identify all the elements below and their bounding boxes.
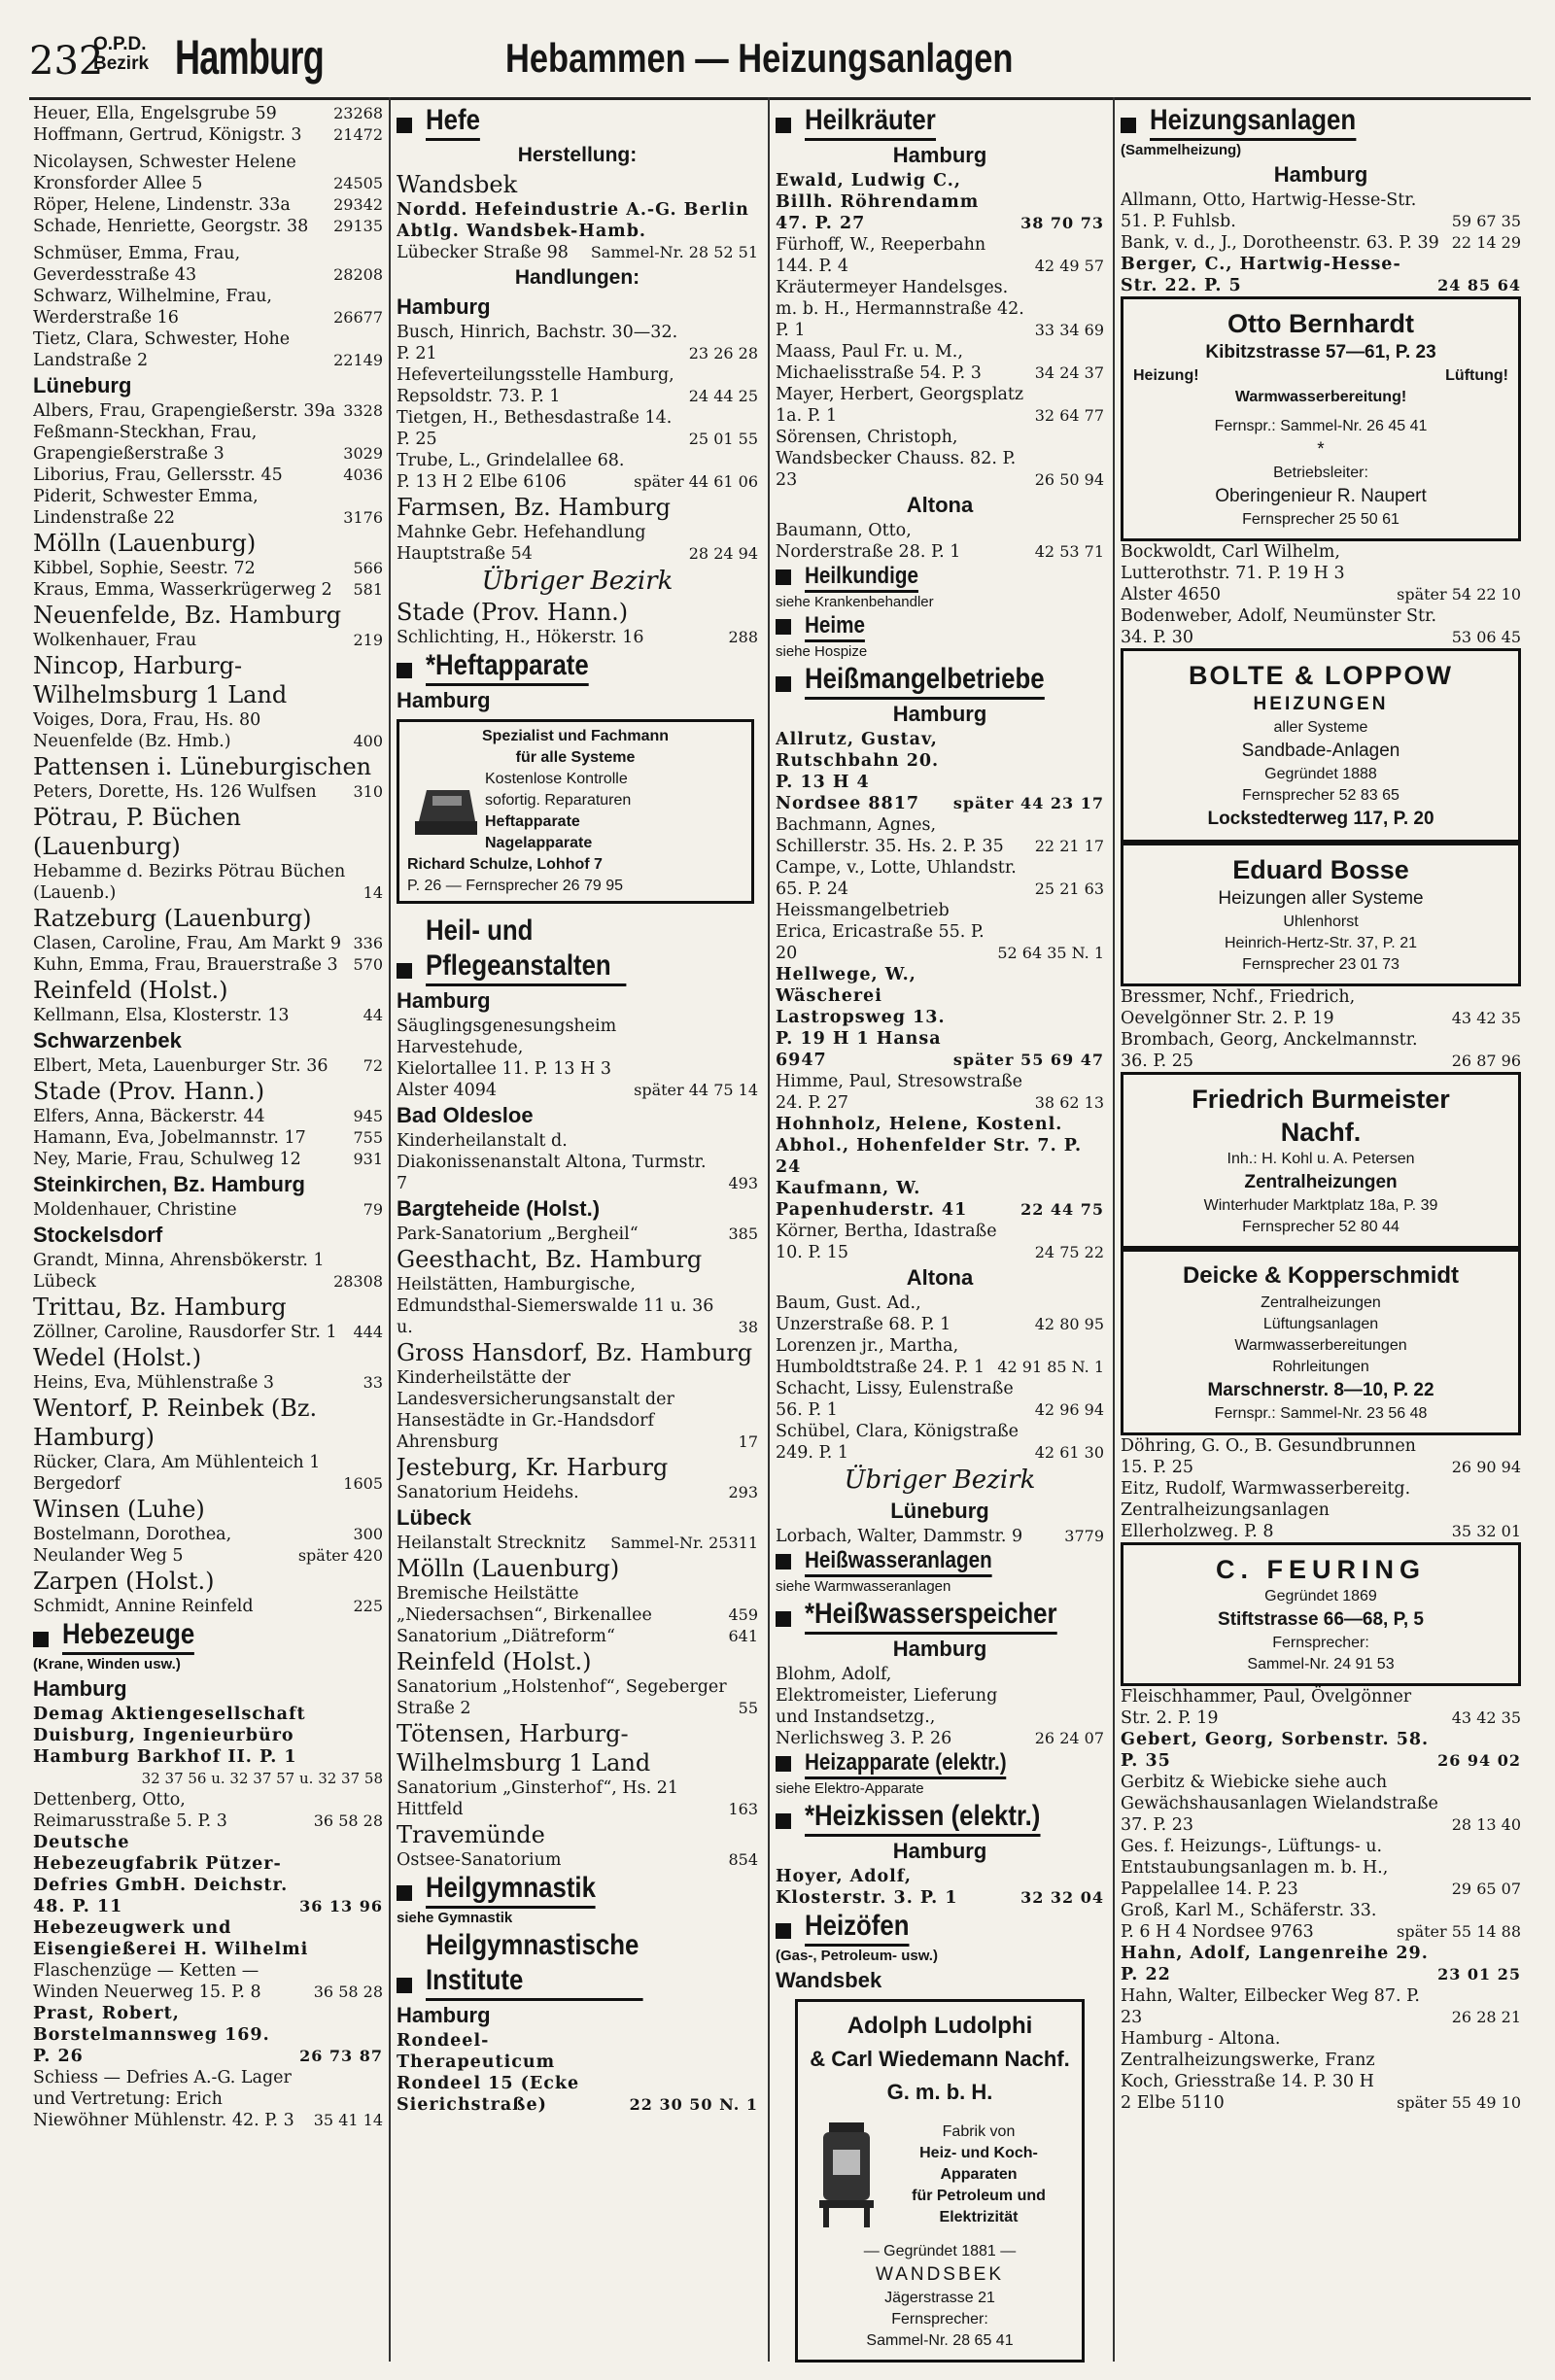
listing-entry: Tietz, Clara, Schwester, Hohe Landstraße 2 22149 [33, 329, 383, 370]
listing-entry: Lorenzen jr., Martha, Humboldtstraße 24. P. 1 42 91 85 N. 1 [776, 1336, 1104, 1377]
place-heading: Winsen (Luhe) [33, 1496, 205, 1523]
listing-entry: Brombach, Georg, Anckelmannstr. 36. P. 25 26 87 96 [1121, 1030, 1521, 1071]
listing-entry: Bodenweber, Adolf, Neumünster Str. 34. P. 30 53 06 45 [1121, 606, 1521, 647]
listing-entry: Maass, Paul Fr. u. M., Michaelisstraße 54. P. 3 34 24 37 [776, 342, 1104, 383]
section-heading: *Heftapparate [397, 648, 758, 686]
listing-entry: Sörensen, Christoph, Wandsbecker Chauss. 82. P. 23 26 50 94 [776, 428, 1104, 490]
listing-entry: Rücker, Clara, Am Mühlenteich 1 Bergedorf 1605 [33, 1453, 383, 1494]
place-heading: Altona [906, 1265, 974, 1290]
column-3 [776, 103, 1104, 2367]
section-heading: Heime [776, 612, 1104, 642]
place-heading: Wedel (Holst.) [33, 1344, 202, 1371]
advertisement-bolte-loppow: BOLTE & LOPPOW HEIZUNGEN aller Systeme Sandbade-Anlagen Gegründet 1888 Fernsprecher 52 83 65 Lockstedterweg 117, P. 20 [1121, 648, 1521, 843]
listing-entry: Moldenhauer, Christine 79 [33, 1200, 383, 1220]
listing-entry: Sanatorium Heidehs. 293 [397, 1483, 758, 1502]
advertisement-schulze: Spezialist und Fachmann für alle Systeme Kostenlose Kontrolle sofortig. Reparaturen Heftapparate Nagelapparate Richard Schulze, Lohhof 7 P. 26 — Fernsprecher 26 79 95 [397, 719, 754, 904]
page-number: 232 [29, 39, 104, 84]
section-bullet-icon [776, 118, 791, 133]
place-heading: Hamburg [397, 688, 491, 712]
listing-entry: Busch, Hinrich, Bachstr. 30—32. P. 21 23 26 28 [397, 323, 758, 363]
section-bullet-icon [776, 619, 791, 635]
place-heading: Neuenfelde, Bz. Hamburg [33, 602, 342, 629]
listing-entry: Hebezeugwerk und Eisengießerei H. Wilhelmi [33, 1918, 309, 1959]
listing-entry: Hellwege, W., Wäscherei Lastropsweg 13. P. 19 H 1 Hansa 6947 später 55 69 47 [776, 965, 1104, 1070]
listing-entry: Kräutermeyer Handelsges. m. b. H., Hermannstraße 42. P. 1 33 34 69 [776, 278, 1104, 340]
section-heading: Heißwasseranlagen [776, 1547, 1104, 1577]
column-divider [1113, 97, 1115, 2362]
place-heading: Hamburg [1273, 162, 1368, 187]
place-heading: Hamburg [892, 1839, 987, 1863]
listing-entry: Heilstätten, Hamburgische, Edmundsthal-Siemerswalde 11 u. 36 u. 38 [397, 1275, 758, 1337]
section-heading: Heißmangelbetriebe [776, 662, 1104, 700]
place-heading: Hamburg [33, 1676, 127, 1701]
listing-entry: Ges. f. Heizungs-, Lüftungs- u. Entstaubungsanlagen m. b. H., Pappelallee 14. P. 23 29 65 07 [1121, 1837, 1521, 1899]
place-heading: Lüneburg [890, 1499, 989, 1523]
listing-entry: Gerbitz & Wiebicke siehe auch Gewächshausanlagen Wielandstraße 37. P. 23 28 13 40 [1121, 1773, 1521, 1835]
place-heading: Hamburg [892, 702, 987, 726]
section-heading: *Heizkissen (elektr.) [776, 1799, 1104, 1837]
section-heading: Heizapparate (elektr.) [776, 1749, 1104, 1779]
section-subtitle: siehe Warmwasseranlagen [776, 1578, 951, 1595]
section-subtitle: siehe Gymnastik [397, 1910, 513, 1926]
listing-entry: Kuhn, Emma, Frau, Brauerstraße 3 570 [33, 955, 383, 975]
listing-entry: Heilanstalt Strecknitz Sammel-Nr. 25311 [397, 1534, 758, 1553]
place-heading: Bad Oldesloe [397, 1103, 534, 1127]
listing-entry: Schade, Henriette, Georgstr. 38 29135 [33, 217, 383, 236]
section-bullet-icon [776, 1554, 791, 1569]
place-heading: Mölln (Lauenburg) [397, 1555, 620, 1582]
listing-entry: Säuglingsgenesungsheim Harvestehude, Kielortallee 11. P. 13 H 3 Alster 4094 später 44 75 14 [397, 1017, 758, 1100]
place-heading: Tötensen, Harburg-Wilhelmsburg 1 Land [397, 1720, 651, 1776]
section-heading: *Heißwasserspeicher [776, 1597, 1104, 1635]
listing-entry: Wolkenhauer, Frau 219 [33, 631, 383, 650]
place-heading: Bargteheide (Holst.) [397, 1196, 601, 1221]
listing-entry: Hoffmann, Gertrud, Königstr. 3 21472 [33, 125, 383, 145]
section-bullet-icon [776, 1923, 791, 1939]
section-heading: Heilkräuter [776, 103, 1104, 141]
place-heading: Wandsbek [397, 171, 518, 198]
place-heading: Geesthacht, Bz. Hamburg [397, 1246, 703, 1273]
section-bullet-icon [397, 663, 412, 678]
listing-entry: Trube, L., Grindelallee 68. P. 13 H 2 Elbe 6106 später 44 61 06 [397, 451, 758, 492]
advertisement-bernhardt: Otto Bernhardt Kibitzstrasse 57—61, P. 23 Heizung! Lüftung! Warmwasserbereitung! Fernspr.: Sammel-Nr. 26 45 41 * Betriebsleiter: Oberingenieur R. Naupert Fernsprecher 25 50 61 [1121, 296, 1521, 541]
listing-entry: Ney, Marie, Frau, Schulweg 12 931 [33, 1150, 383, 1169]
section-bullet-icon [776, 676, 791, 692]
listing-entry: Berger, C., Hartwig-Hesse-Str. 22. P. 5 24 85 64 [1121, 255, 1521, 295]
column-1 [33, 103, 383, 2367]
column-divider [389, 97, 391, 2362]
region-heading: Übriger Bezirk [481, 567, 674, 596]
listing-entry: Rondeel-Therapeuticum Rondeel 15 (Ecke Sierichstraße) 22 30 50 N. 1 [397, 2031, 758, 2115]
section-bullet-icon [33, 1632, 49, 1647]
listing-entry: Lübecker Straße 98 Sammel-Nr. 28 52 51 [397, 243, 758, 262]
listing-entry: Ewald, Ludwig C., Billh. Röhrendamm 47. P. 27 38 70 73 [776, 171, 1104, 233]
section-bullet-icon [776, 1756, 791, 1772]
column-divider [768, 97, 770, 2362]
listing-entry: Voiges, Dora, Frau, Hs. 80 Neuenfelde (Bz. Hmb.) 400 [33, 710, 383, 751]
place-heading: Altona [906, 493, 974, 517]
listing-entry: Hebamme d. Bezirks Pötrau Büchen (Lauenb.) 14 [33, 862, 383, 903]
listing-entry: Heissmangelbetrieb Erica, Ericastraße 55. P. 20 52 64 35 N. 1 [776, 901, 1104, 963]
stove-icon [808, 2117, 885, 2233]
place-heading: Lüneburg [33, 373, 132, 397]
section-heading: Hebezeuge [33, 1617, 383, 1655]
listing-entry: Baum, Gust. Ad., Unzerstraße 68. P. 1 42 80 95 [776, 1293, 1104, 1334]
section-subtitle: (Krane, Winden usw.) [33, 1656, 181, 1673]
place-heading: Reinfeld (Holst.) [397, 1648, 592, 1675]
place-heading: Schwarzenbek [33, 1028, 182, 1052]
listing-entry: Hohnholz, Helene, Kostenl. Abhol., Hohenfelder Str. 7. P. 24 [776, 1115, 1083, 1177]
listing-entry: Groß, Karl M., Schäferstr. 33. P. 6 H 4 Nordsee 9763 später 55 14 88 [1121, 1901, 1521, 1942]
phone-numbers: 32 37 56 u. 32 37 57 u. 32 37 58 [141, 1770, 383, 1787]
page-header [29, 25, 1531, 100]
listing-entry: Nicolaysen, Schwester Helene Kronsforder Allee 5 24505 [33, 153, 383, 193]
advertisement-feuring: C. FEURING Gegründet 1869 Stiftstrasse 66—68, P, 5 Fernsprecher: Sammel-Nr. 24 91 53 [1121, 1542, 1521, 1686]
listing-entry: Schiess — Defries A.-G. Lager und Vertretung: Erich Niewöhner Mühlenstr. 42. P. 3 35 41 14 [33, 2068, 383, 2130]
listing-entry: Kaufmann, W. Papenhuderstr. 41 22 44 75 [776, 1179, 1104, 1220]
listing-entry: Elfers, Anna, Bäckerstr. 44 945 [33, 1107, 383, 1126]
place-heading: Gross Hansdorf, Bz. Hamburg [397, 1339, 753, 1366]
listing-entry: Zöllner, Caroline, Rausdorfer Str. 1 444 [33, 1323, 383, 1342]
place-heading: Nincop, Harburg-Wilhelmsburg 1 Land [33, 652, 288, 708]
bezirk-label: Bezirk [93, 53, 150, 74]
place-heading: Mölln (Lauenburg) [33, 530, 257, 557]
listing-entry: Allmann, Otto, Hartwig-Hesse-Str. 51. P. Fuhlsb. 59 67 35 [1121, 190, 1521, 231]
listing-entry: Allrutz, Gustav, Rutschbahn 20. P. 13 H 4 Nordsee 8817 später 44 23 17 [776, 730, 1104, 813]
listing-entry: Bressmer, Nchf., Friedrich, Oevelgönner Str. 2. P. 19 43 42 35 [1121, 987, 1521, 1028]
listing-entry: Kraus, Emma, Wasserkrügerweg 2 581 [33, 580, 383, 600]
place-heading: Hamburg [892, 1637, 987, 1661]
section-heading: Hefe [397, 103, 758, 141]
subheading: Handlungen: [514, 266, 640, 289]
listing-entry: Albers, Frau, Grapengießerstr. 39a 3328 [33, 401, 383, 421]
place-heading: Stade (Prov. Hann.) [397, 599, 629, 626]
place-heading: Reinfeld (Holst.) [33, 977, 228, 1004]
listing-entry: Fürhoff, W., Reeperbahn 144. P. 4 42 49 57 [776, 235, 1104, 276]
listing-entry: Dettenberg, Otto, Reimarusstraße 5. P. 3 36 58 28 [33, 1790, 383, 1831]
header-city: Hamburg [175, 30, 324, 85]
listing-entry: Schmidt, Annine Reinfeld 225 [33, 1597, 383, 1616]
listing-entry: Park-Sanatorium „Bergheil“ 385 [397, 1224, 758, 1244]
listing-entry: Hamburg - Altona. Zentralheizungswerke, Franz Koch, Griesstraße 14. P. 30 H 2 Elbe 5110 später 55 49 10 [1121, 2029, 1521, 2113]
listing-entry: Bremische Heilstätte „Niedersachsen“, Birkenallee 459 [397, 1584, 758, 1625]
listing-entry: Gebert, Georg, Sorbenstr. 58. P. 35 26 94 02 [1121, 1730, 1521, 1771]
listing-entry: Deutsche Hebezeugfabrik Pützer-Defries GmbH. Deichstr. 48. P. 11 36 13 96 [33, 1833, 383, 1916]
stapler-icon [407, 773, 485, 850]
place-heading: Stade (Prov. Hann.) [33, 1078, 265, 1105]
column-2 [397, 103, 758, 2367]
listing-entry: Piderit, Schwester Emma, Lindenstraße 22 3176 [33, 487, 383, 528]
place-heading: Lübeck [397, 1505, 472, 1530]
listing-entry: Lorbach, Walter, Dammstr. 9 3779 [776, 1527, 1104, 1546]
listing-entry: Eitz, Rudolf, Warmwasserbereitg. Zentralheizungsanlagen Ellerholzweg. P. 8 35 32 01 [1121, 1479, 1521, 1541]
section-heading: Heilgymnastik [397, 1871, 758, 1909]
section-bullet-icon [776, 569, 791, 585]
listing-entry: Röper, Helene, Lindenstr. 33a 29342 [33, 195, 383, 215]
listing-entry: Bockwoldt, Carl Wilhelm, Lutterothstr. 71. P. 19 H 3 Alster 4650 später 54 22 10 [1121, 542, 1521, 604]
place-heading: Hamburg [397, 988, 491, 1013]
section-heading: Heizöfen [776, 1909, 1104, 1947]
listing-entry: Ostsee-Sanatorium 854 [397, 1850, 758, 1870]
listing-entry: Kellmann, Elsa, Klosterstr. 13 44 [33, 1006, 383, 1025]
listing-entry: Schlichting, H., Hökerstr. 16 288 [397, 628, 758, 647]
listing-entry: Schwarz, Wilhelmine, Frau, Werderstraße 16 26677 [33, 287, 383, 328]
listing-entry: Hahn, Walter, Eilbecker Weg 87. P. 23 26 28 21 [1121, 1986, 1521, 2027]
place-heading: Zarpen (Holst.) [33, 1568, 215, 1595]
listing-entry: Bank, v. d., J., Dorotheenstr. 63. P. 39 22 14 29 [1121, 233, 1521, 253]
listing-entry: Demag Aktiengesellschaft Duisburg, Ingenieurbüro Hamburg Barkhof II. P. 1 [33, 1705, 306, 1767]
listing-entry: Sanatorium „Holstenhof“, Segeberger Straße 2 55 [397, 1677, 758, 1718]
place-heading: Pattensen i. Lüneburgischen [33, 753, 372, 780]
opd-label: O.P.D. [93, 34, 147, 54]
place-heading: Jesteburg, Kr. Harburg [397, 1454, 669, 1481]
subheading: Herstellung: [517, 144, 638, 166]
advertisement-bosse: Eduard Bosse Heizungen aller Systeme Uhlenhorst Heinrich-Hertz-Str. 37, P. 21 Fernsprecher 23 01 73 [1121, 843, 1521, 986]
place-heading: Hamburg [397, 294, 491, 319]
place-heading: Steinkirchen, Bz. Hamburg [33, 1172, 305, 1196]
section-heading: Heilkundige [776, 563, 1104, 593]
listing-entry: Kinderheilanstalt d. Diakonissenanstalt Altona, Turmstr. 7 493 [397, 1131, 758, 1193]
advertisement-burmeister: Friedrich Burmeister Nachf. Inh.: H. Kohl u. A. Petersen Zentralheizungen Winterhuder Marktplatz 18a, P. 39 Fernsprecher 52 80 44 [1121, 1072, 1521, 1249]
listing-entry: Hamann, Eva, Jobelmannstr. 17 755 [33, 1128, 383, 1148]
section-heading: Heilgymnastische Institute [397, 1928, 758, 2001]
listing-entry: Fleischhammer, Paul, Övelgönner Str. 2. P. 19 43 42 35 [1121, 1687, 1521, 1728]
listing-entry: Döhring, G. O., B. Gesundbrunnen 15. P. 25 26 90 94 [1121, 1436, 1521, 1477]
section-subtitle: (Sammelheizung) [1121, 142, 1242, 158]
listing-entry: Heins, Eva, Mühlenstraße 3 33 [33, 1373, 383, 1393]
listing-entry: Kibbel, Sophie, Seestr. 72 566 [33, 559, 383, 578]
listing-entry: Bostelmann, Dorothea, Neulander Weg 5 300 später 420 [33, 1525, 383, 1566]
listing-entry: Grandt, Minna, Ahrensbökerstr. 1 Lübeck 28308 [33, 1251, 383, 1292]
place-heading: Stockelsdorf [33, 1223, 163, 1247]
listing-entry: Flaschenzüge — Ketten — Winden Neuerweg 15. P. 8 36 58 28 [33, 1961, 383, 2002]
listing-entry: Bachmann, Agnes, Schillerstr. 35. Hs. 2. P. 35 22 21 17 [776, 815, 1104, 856]
section-subtitle: siehe Hospize [776, 643, 868, 660]
listing-entry: Körner, Bertha, Idastraße 10. P. 15 24 75 22 [776, 1222, 1104, 1262]
listing-entry: Schacht, Lissy, Eulenstraße 56. P. 1 42 96 94 [776, 1379, 1104, 1420]
listing-entry: Heuer, Ella, Engelsgrube 59 23268 [33, 104, 383, 123]
listing-entry: Campe, v., Lotte, Uhlandstr. 65. P. 24 25 21 63 [776, 858, 1104, 899]
listing-entry: Baumann, Otto, Norderstraße 28. P. 1 42 53 71 [776, 521, 1104, 562]
listing-entry: Liborius, Frau, Gellersstr. 45 4036 [33, 466, 383, 485]
place-heading: Trittau, Bz. Hamburg [33, 1293, 287, 1321]
listing-entry: Peters, Dorette, Hs. 126 Wulfsen 310 [33, 782, 383, 802]
listing-entry: Hoyer, Adolf, Klosterstr. 3. P. 1 32 32 04 [776, 1867, 1104, 1908]
place-heading: Hamburg [397, 2003, 491, 2027]
listing-entry: Hefeverteilungsstelle Hamburg, Repsoldstr. 73. P. 1 24 44 25 [397, 365, 758, 406]
listing-entry: Sanatorium „Diätreform“ 641 [397, 1627, 758, 1646]
section-bullet-icon [397, 1978, 412, 1993]
section-bullet-icon [397, 1885, 412, 1901]
section-subtitle: siehe Krankenbehandler [776, 594, 934, 610]
place-heading: Ratzeburg (Lauenburg) [33, 905, 312, 932]
listing-entry: Blohm, Adolf, Elektromeister, Lieferung und Instandsetzg., Nerlichsweg 3. P. 26 26 24 07 [776, 1665, 1104, 1748]
place-heading: Pötrau, P. Büchen (Lauenburg) [33, 804, 241, 860]
column-4 [1121, 103, 1521, 2367]
header-title: Hebammen — Heizungsanlagen [505, 35, 1014, 81]
listing-entry: Schübel, Clara, Königstraße 249. P. 1 42 61 30 [776, 1422, 1104, 1463]
section-subtitle: (Gas-, Petroleum- usw.) [776, 1948, 938, 1964]
listing-entry: Prast, Robert, Borstelmannsweg 169. P. 26 26 73 87 [33, 2004, 383, 2066]
section-bullet-icon [1121, 118, 1136, 133]
advertisement-ludolphi: Adolph Ludolphi & Carl Wiedemann Nachf. G. m. b. H. Fabrik von Heiz- und Koch- Apparaten für Petroleum und Elektrizität — Gegründet 1881 — WANDSBEK Jägerstrasse 21 Fernsprecher: Sammel-Nr. 28 65 41 [795, 1999, 1085, 2363]
listing-entry: Hahn, Adolf, Langenreihe 29. P. 22 23 01 25 [1121, 1944, 1521, 1984]
listing-entry: Mahnke Gebr. Hefehandlung Hauptstraße 54 28 24 94 [397, 523, 758, 564]
listing-entry: Tietgen, H., Bethesdastraße 14. P. 25 25 01 55 [397, 408, 758, 449]
listing-entry: Clasen, Caroline, Frau, Am Markt 9 336 [33, 934, 383, 953]
place-heading: Travemünde [397, 1821, 545, 1848]
listing-entry: Nordd. Hefeindustrie A.-G. Berlin Abtlg. Wandsbek-Hamb. [397, 200, 749, 241]
listing-entry: Sanatorium „Ginsterhof“, Hs. 21 Hittfeld 163 [397, 1778, 758, 1819]
place-heading: Hamburg [892, 143, 987, 167]
section-bullet-icon [776, 1611, 791, 1627]
listing-entry: Feßmann-Steckhan, Frau, Grapengießerstraße 3 3029 [33, 423, 383, 464]
place-heading: Wentorf, P. Reinbek (Bz. Hamburg) [33, 1395, 318, 1451]
advertisement-deicke-kopperschmidt: Deicke & Kopperschmidt Zentralheizungen Lüftungsanlagen Warmwasserbereitungen Rohrleitungen Marschnerstr. 8—10, P. 22 Fernspr.: Sammel-Nr. 23 56 48 [1121, 1249, 1521, 1435]
section-heading: Heizungsanlagen [1121, 103, 1521, 141]
listing-entry: Elbert, Meta, Lauenburger Str. 36 72 [33, 1056, 383, 1076]
opd-bezirk-label [93, 35, 149, 74]
listing-entry: Kinderheilstätte der Landesversicherungsanstalt der Hansestädte in Gr.-Handsdorf Ahrensburg 17 [397, 1368, 758, 1452]
region-heading: Übriger Bezirk [844, 1466, 1036, 1495]
section-heading: Heil- und Pflegeanstalten [397, 914, 758, 986]
section-bullet-icon [397, 118, 412, 133]
section-bullet-icon [397, 963, 412, 979]
listing-entry: Mayer, Herbert, Georgsplatz 1a. P. 1 32 64 77 [776, 385, 1104, 426]
place-heading: Farmsen, Bz. Hamburg [397, 494, 671, 521]
listing-entry: Himme, Paul, Stresowstraße 24. P. 27 38 62 13 [776, 1072, 1104, 1113]
place-heading: Wandsbek [776, 1968, 882, 1992]
listing-entry: Schmüser, Emma, Frau, Geverdesstraße 43 28208 [33, 244, 383, 285]
section-subtitle: siehe Elektro-Apparate [776, 1780, 924, 1797]
section-bullet-icon [776, 1813, 791, 1829]
